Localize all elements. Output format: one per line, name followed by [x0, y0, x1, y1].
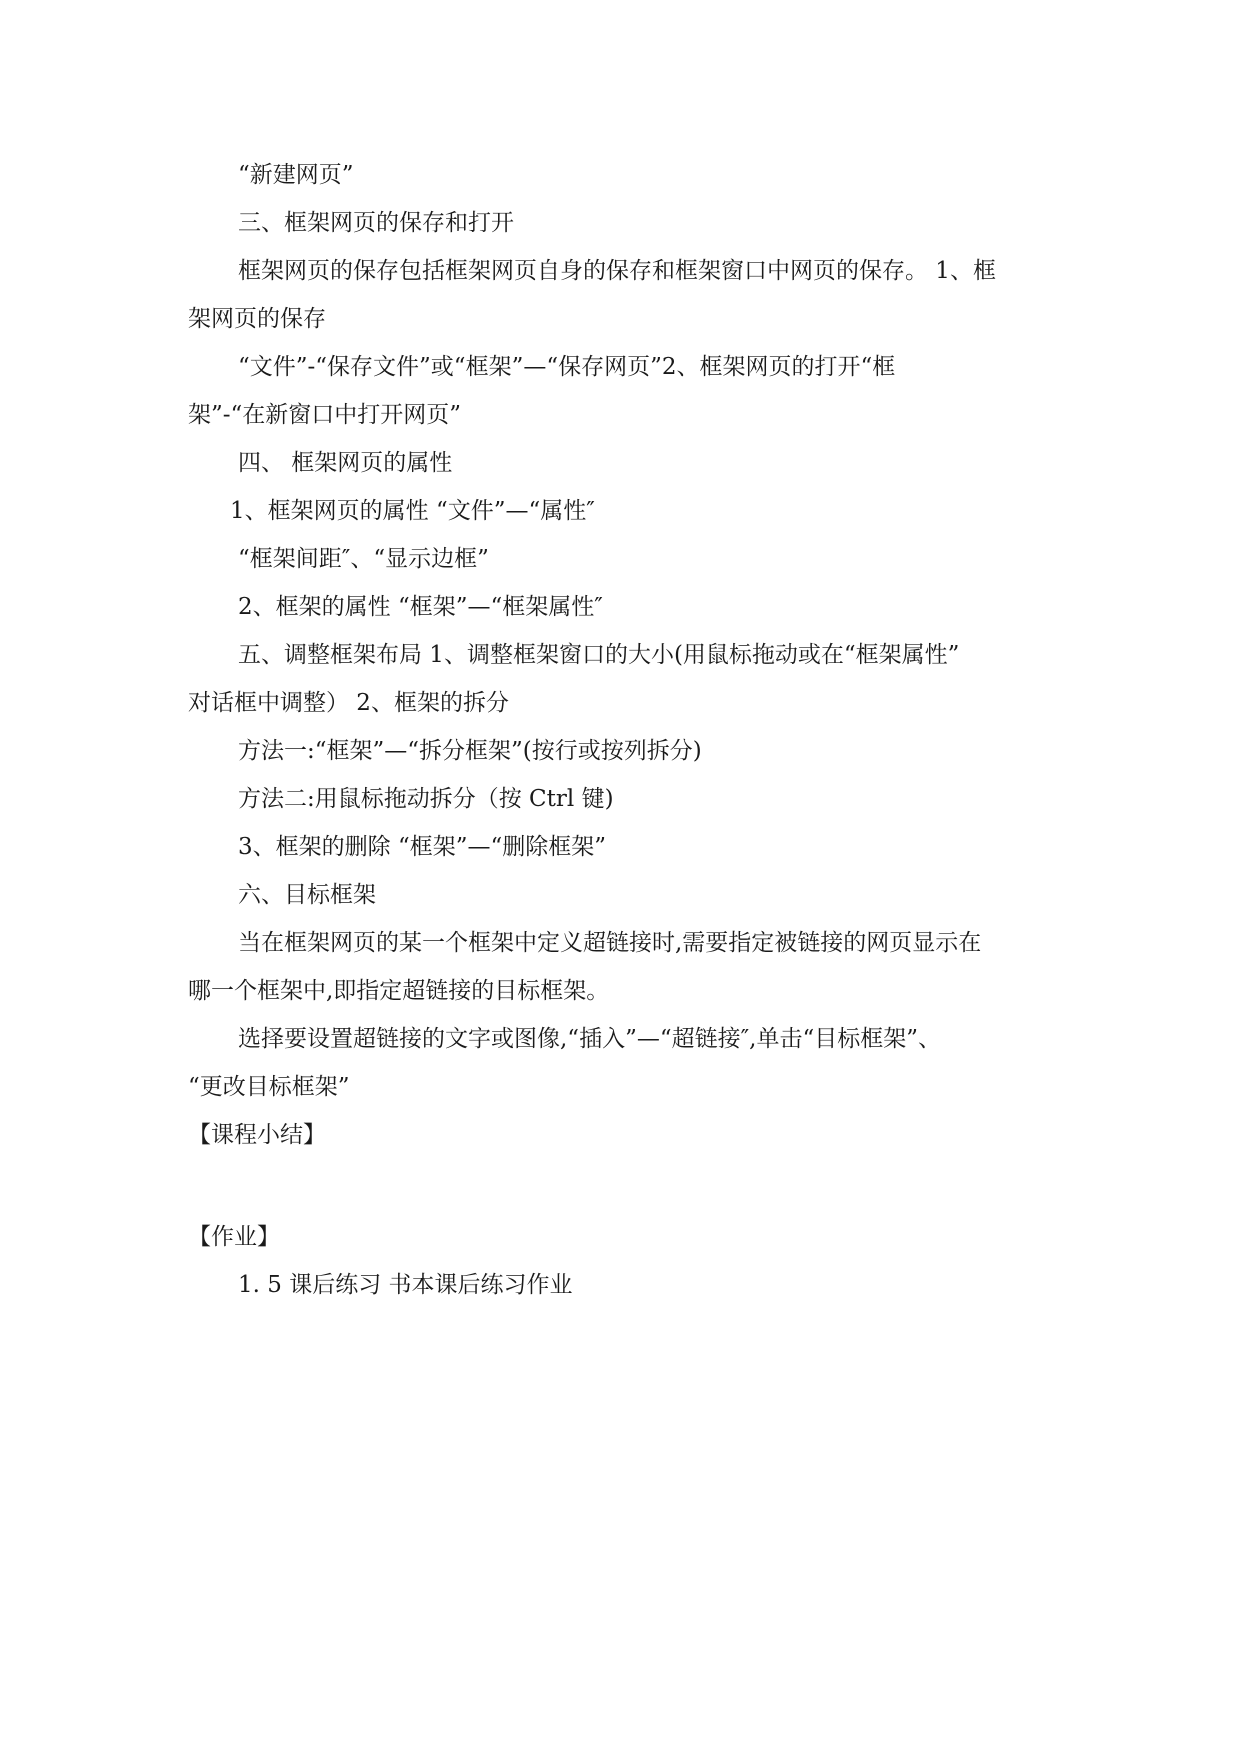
paragraph-line: 方法一:“框架”—“拆分框架”(按行或按列拆分) — [238, 738, 702, 764]
paragraph-line: 3、框架的删除 “框架”—“删除框架” — [238, 834, 606, 860]
heading-section-4: 四、 框架网页的属性 — [238, 450, 453, 476]
paragraph-line: 选择要设置超链接的文字或图像,“插入”—“超链接″,单击“目标框架”、 — [238, 1026, 942, 1052]
paragraph-line: 1、框架网页的属性 “文件”—“属性″ — [230, 498, 595, 524]
paragraph-line: 哪一个框架中,即指定超链接的目标框架。 — [188, 978, 610, 1004]
paragraph-line: 对话框中调整） 2、框架的拆分 — [188, 690, 509, 716]
paragraph-line: 方法二:用鼠标拖动拆分（按 Ctrl 键) — [238, 786, 614, 812]
paragraph-line: 架”-“在新窗口中打开网页” — [188, 402, 462, 428]
heading-section-5: 五、调整框架布局 1、调整框架窗口的大小(用鼠标拖动或在“框架属性” — [238, 642, 960, 668]
paragraph-line: 2、框架的属性 “框架”—“框架属性″ — [238, 594, 603, 620]
heading-homework: 【作业】 — [188, 1224, 280, 1250]
paragraph-line: 框架网页的保存包括框架网页自身的保存和框架窗口中网页的保存。 1、框 — [238, 258, 996, 284]
paragraph-line: 当在框架网页的某一个框架中定义超链接时,需要指定被链接的网页显示在 — [238, 930, 982, 956]
text-line-new-page: “新建网页” — [238, 162, 354, 188]
paragraph-line: “更改目标框架” — [188, 1074, 350, 1100]
paragraph-line: “文件”-“保存文件”或“框架”—“保存网页”2、框架网页的打开“框 — [238, 354, 896, 380]
paragraph-line: 架网页的保存 — [188, 306, 326, 332]
heading-section-3: 三、框架网页的保存和打开 — [238, 210, 514, 236]
homework-item: 1. 5 课后练习 书本课后练习作业 — [238, 1272, 573, 1298]
heading-section-6: 六、目标框架 — [238, 882, 376, 908]
paragraph-line: “框架间距″、“显示边框” — [238, 546, 489, 572]
heading-course-summary: 【课程小结】 — [188, 1122, 326, 1148]
